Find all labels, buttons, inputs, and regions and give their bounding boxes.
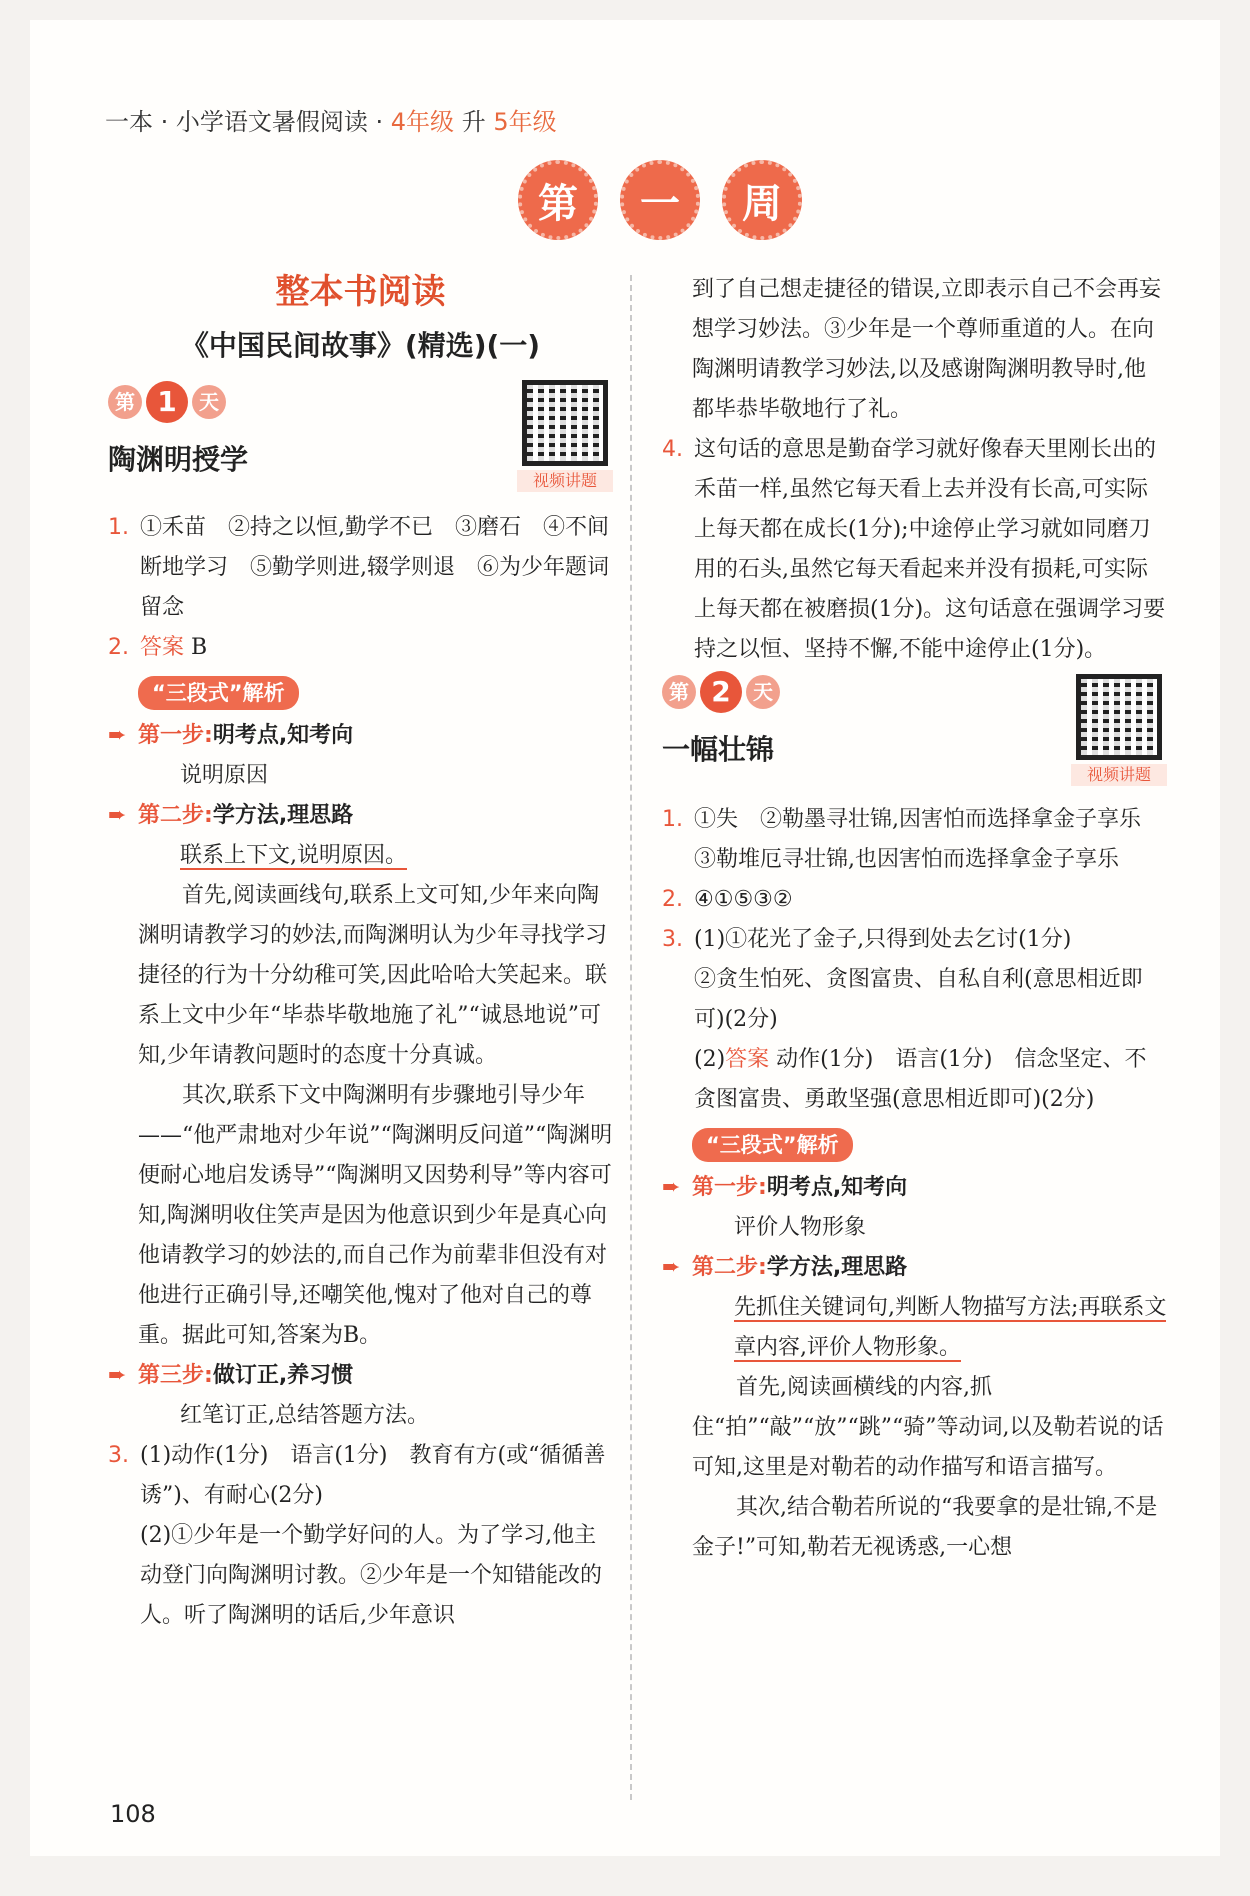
answer-item: 4. 这句话的意思是勤奋学习就好像春天里刚长出的禾苗一样,虽然它每天看上去并没有长高,可实际上每天都在成长(1分);中途停止学习就如同磨刀用的石头,虽然它每天看起来并没有损耗,可实际上每天都在被磨损(1分)。这句话意在强调学习要持之以恒、坚持不懈,不能中途停止(1分)。: [662, 437, 1166, 662]
column-divider: [630, 275, 632, 1800]
step-heading: ➨ 第三步:做订正,养习惯: [108, 1363, 354, 1388]
page: [30, 20, 1220, 1856]
step-heading: ➨ 第二步:学方法,理思路: [108, 803, 354, 828]
analysis-badge: “三段式”解析: [138, 676, 299, 710]
day2-badge: 第 2 天: [662, 670, 1167, 714]
week-char: 第: [518, 160, 598, 240]
step-text: 评价人物形象: [734, 1215, 867, 1240]
analysis-paragraph: 首先,阅读画横线的内容,抓住“拍”“敲”“放”“跳”“骑”等动词,以及勒若说的话可知,这里是对勒若的动作描写和语言描写。: [692, 1375, 1164, 1480]
lesson-title: 陶渊明授学: [108, 443, 249, 476]
day2-header: [662, 670, 1167, 800]
answer-item: 1. ①禾苗 ②持之以恒,勤学不已 ③磨石 ④不间断地学习 ⑤勤学则进,辍学则退 ⑥为少年题词留念: [108, 515, 609, 620]
analysis-badge: “三段式”解析: [692, 1128, 853, 1162]
right-column: [662, 270, 1167, 1568]
left-column: [108, 270, 613, 1636]
qr-label: 视频讲题: [517, 470, 613, 492]
step-heading: ➨ 第二步:学方法,理思路: [662, 1255, 908, 1280]
qr-code-video[interactable]: [1071, 674, 1167, 786]
answer-item: 1. ①失 ②勒墨寻壮锦,因害怕而选择拿金子享乐 ③勒堆厄寻壮锦,也因害怕而选择拿金子享乐: [662, 807, 1164, 872]
week-char: 一: [620, 160, 700, 240]
step-text: 红笔订正,总结答题方法。: [180, 1403, 429, 1428]
step-heading: ➨ 第一步:明考点,知考向: [662, 1175, 908, 1200]
qr-code-icon: [522, 380, 608, 466]
method-underline: 先抓住关键词句,判断人物描写方法;再联系文章内容,评价人物形象。: [734, 1295, 1167, 1360]
qr-code-video[interactable]: [517, 380, 613, 492]
answer-item: 3. (1)动作(1分) 语言(1分) 教育有方(或“循循善诱”)、有耐心(2分) (2)①少年是一个勤学好问的人。为了学习,他主动登门向陶渊明讨教。②少年是一个知错能改的人。听了陶渊明的话后,少年意识: [108, 1443, 606, 1628]
method-underline: 联系上下文,说明原因。: [180, 843, 407, 868]
analysis-paragraph: 其次,联系下文中陶渊明有步骤地引导少年——“他严肃地对少年说”“陶渊明反问道”“陶渊明便耐心地启发诱导”“陶渊明又因势利导”等内容可知,陶渊明收住笑声是因为他意识到少年是真心向他请教学习的妙法的,而自己作为前辈非但没有对他进行正确引导,还嘲笑他,愧对了他对自己的尊重。据此可知,答案为B。: [138, 1083, 613, 1348]
answer-item: 3. (1)①花光了金子,只得到处去乞讨(1分) ②贪生怕死、贪图富贵、自私自利(意思相近即可)(2分) (2)答案 动作(1分) 语言(1分) 信念坚定、不贪图富贵、勇敢坚强(意思相近即可)(2分): [662, 927, 1147, 1112]
running-header: 一本 · 小学语文暑假阅读 · 4年级 升 5年级: [105, 108, 557, 136]
analysis-paragraph: 首先,阅读画线句,联系上文可知,少年来向陶渊明请教学习的妙法,而陶渊明认为少年寻找学习捷径的行为十分幼稚可笑,因此哈哈大笑起来。联系上文中少年“毕恭毕敬地施了礼”“诚恳地说”可知,少年请教问题时的态度十分真诚。: [138, 883, 607, 1068]
analysis-paragraph: 其次,结合勒若所说的“我要拿的是壮锦,不是金子!”可知,勒若无视诱惑,一心想: [692, 1495, 1158, 1560]
page-number: 108: [110, 1800, 156, 1828]
answer-item: 2. 答案 B: [108, 635, 208, 660]
lesson-title: 一幅壮锦: [662, 733, 775, 766]
qr-label: 视频讲题: [1071, 764, 1167, 786]
continuation-text: 到了自己想走捷径的错误,立即表示自己不会再妄想学习妙法。③少年是一个尊师重道的人。在向陶渊明请教学习妙法,以及感谢陶渊明教导时,他都毕恭毕敬地行了礼。: [692, 277, 1161, 422]
qr-code-icon: [1076, 674, 1162, 760]
step-heading: ➨ 第一步:明考点,知考向: [108, 723, 354, 748]
week-char: 周: [722, 160, 802, 240]
book-title: 《中国民间故事》(精选)(一): [180, 329, 541, 362]
day1-badge: 第 1 天: [108, 380, 613, 424]
day1-header: [108, 380, 613, 500]
section-title: 整本书阅读: [275, 272, 446, 312]
week-title: [518, 160, 802, 240]
answer-item: 2. ④①⑤③②: [662, 887, 793, 912]
step-text: 说明原因: [180, 763, 269, 788]
